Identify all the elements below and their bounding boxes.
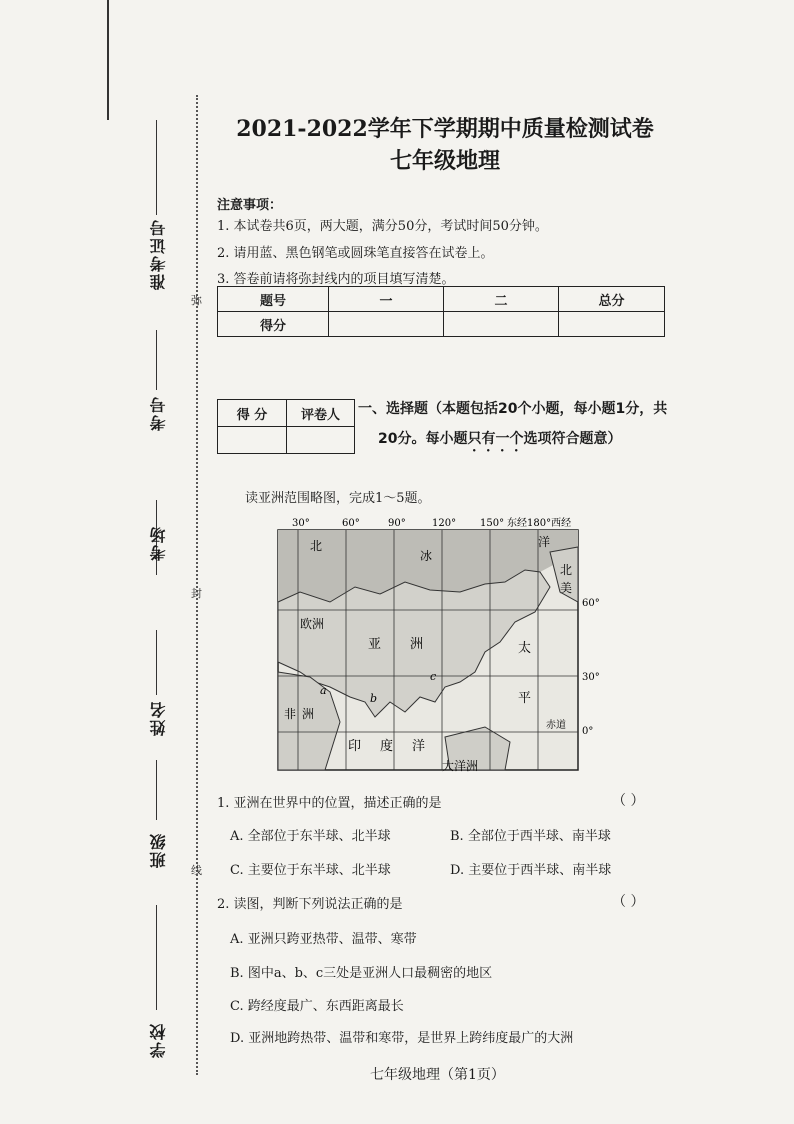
map-point-b: b bbox=[370, 692, 378, 705]
question-2-stem: 2. 读图，判断下列说法正确的是 bbox=[217, 897, 403, 912]
page-footer: 七年级地理（第1页） bbox=[370, 1067, 505, 1083]
map-label-oceania: 大洋洲 bbox=[442, 759, 479, 773]
map-label-zhou: 洲 bbox=[410, 637, 424, 652]
side-label-exam-room: 考场 bbox=[149, 525, 168, 561]
score-table bbox=[217, 286, 665, 337]
question-2-option-d[interactable]: D. 亚洲地跨热带、温带和寒带，是世界上跨纬度最广的大洲 bbox=[230, 1031, 574, 1046]
side-label-id-number: 准考证号 bbox=[149, 218, 168, 290]
section-one-line1: 一、选择题（本题包括20个小题，每小题1分，共 bbox=[358, 401, 668, 417]
map-lat-60: 60° bbox=[582, 598, 600, 609]
question-1-option-d[interactable]: D. 主要位于西半球、南半球 bbox=[450, 863, 612, 878]
school-line[interactable] bbox=[156, 905, 157, 1010]
map-label-fei: 非 bbox=[284, 707, 297, 721]
asia-map-svg bbox=[270, 512, 602, 777]
class-line[interactable] bbox=[156, 760, 157, 820]
map-label-du: 度 bbox=[380, 739, 394, 754]
grader-header-score: 得 分 bbox=[218, 400, 287, 427]
score-header-two: 二 bbox=[444, 287, 559, 312]
grader-table bbox=[217, 399, 355, 454]
emphasis-only-one: 只有一个 bbox=[467, 431, 524, 447]
section-one-title bbox=[358, 394, 668, 455]
map-lon-150: 150° bbox=[480, 518, 505, 529]
grader-cell-score[interactable] bbox=[218, 427, 287, 454]
score-cell-two[interactable] bbox=[444, 312, 559, 337]
map-label-tai: 太 bbox=[518, 641, 532, 656]
question-1-option-a[interactable]: A. 全部位于东半球、北半球 bbox=[230, 829, 391, 844]
map-lon-120: 120° bbox=[432, 518, 457, 529]
map-equator-label: 赤道 bbox=[546, 720, 566, 731]
asia-map bbox=[270, 512, 602, 777]
map-lon-60: 60° bbox=[342, 518, 360, 529]
map-lat-0: 0° bbox=[582, 726, 594, 737]
score-row-label: 得分 bbox=[218, 312, 329, 337]
map-lon-180: 东经180°西经 bbox=[507, 518, 572, 529]
question-2-option-b[interactable]: B. 图中a、b、c三处是亚洲人口最稠密的地区 bbox=[230, 966, 493, 981]
exam-title: 2021-2022学年下学期期中质量检测试卷 bbox=[236, 116, 654, 142]
question-2-option-c[interactable]: C. 跨经度最广、东西距离最长 bbox=[230, 999, 404, 1014]
question-2-option-a[interactable]: A. 亚洲只跨亚热带、温带、寒带 bbox=[230, 932, 417, 947]
map-label-bing: 冰 bbox=[420, 549, 433, 563]
reading-prompt: 读亚洲范围略图，完成1～5题。 bbox=[245, 491, 431, 506]
notice-item: 2. 请用蓝、黑色钢笔或圆珠笔直接答在试卷上。 bbox=[217, 246, 494, 261]
exam-subtitle: 七年级地理 bbox=[389, 148, 500, 174]
score-cell-total[interactable] bbox=[559, 312, 665, 337]
map-label-na-bei: 北 bbox=[560, 563, 573, 577]
exam-number-line[interactable] bbox=[156, 330, 157, 390]
seal-char-mi: 弥 bbox=[191, 294, 202, 307]
scan-edge-line bbox=[107, 0, 109, 120]
map-point-a: a bbox=[320, 684, 327, 697]
grader-cell-grader[interactable] bbox=[287, 427, 355, 454]
seal-char-xian: 线 bbox=[191, 864, 202, 877]
question-1-option-c[interactable]: C. 主要位于东半球、北半球 bbox=[230, 863, 391, 878]
map-lon-90: 90° bbox=[388, 518, 406, 529]
question-2-answer-bracket[interactable]: （ ） bbox=[612, 894, 645, 910]
score-cell-one[interactable] bbox=[329, 312, 444, 337]
notice-heading: 注意事项： bbox=[217, 198, 283, 213]
map-point-c: c bbox=[430, 670, 437, 683]
map-label-bei: 北 bbox=[310, 539, 323, 553]
map-label-yin: 印 bbox=[348, 739, 362, 754]
grader-header-grader: 评卷人 bbox=[287, 400, 355, 427]
question-1-stem: 1. 亚洲在世界中的位置，描述正确的是 bbox=[217, 796, 442, 811]
side-label-school: 学校 bbox=[149, 1022, 168, 1058]
map-lat-30: 30° bbox=[582, 672, 600, 683]
notice-item: 1. 本试卷共6页，两大题，满分50分，考试时间50分钟。 bbox=[217, 219, 548, 234]
map-lon-30: 30° bbox=[292, 518, 310, 529]
map-label-indian-yang: 洋 bbox=[412, 739, 426, 754]
name-line[interactable] bbox=[156, 630, 157, 695]
score-header-total: 总分 bbox=[559, 287, 665, 312]
question-1-option-b[interactable]: B. 全部位于西半球、南半球 bbox=[450, 829, 611, 844]
map-label-europe: 欧洲 bbox=[300, 617, 325, 631]
side-label-name: 姓名 bbox=[149, 700, 168, 736]
question-1-answer-bracket[interactable]: （ ） bbox=[612, 793, 645, 809]
side-label-class: 班级 bbox=[149, 832, 168, 868]
notice-item: 3. 答卷前请将弥封线内的项目填写清楚。 bbox=[217, 272, 455, 287]
map-label-ping: 平 bbox=[518, 691, 532, 706]
map-label-na-mei: 美 bbox=[560, 581, 573, 595]
id-number-line[interactable] bbox=[156, 120, 157, 215]
map-label-africa-zhou: 洲 bbox=[302, 707, 315, 721]
score-header-one: 一 bbox=[329, 287, 444, 312]
score-header-number: 题号 bbox=[218, 287, 329, 312]
map-label-yang: 洋 bbox=[538, 535, 551, 549]
side-label-exam-number: 考号 bbox=[149, 395, 168, 431]
map-label-ya: 亚 bbox=[368, 637, 382, 652]
section-one-line2: 20分。每小题只有一个选项符合题意） bbox=[378, 431, 622, 447]
seal-char-feng: 封 bbox=[191, 587, 202, 600]
